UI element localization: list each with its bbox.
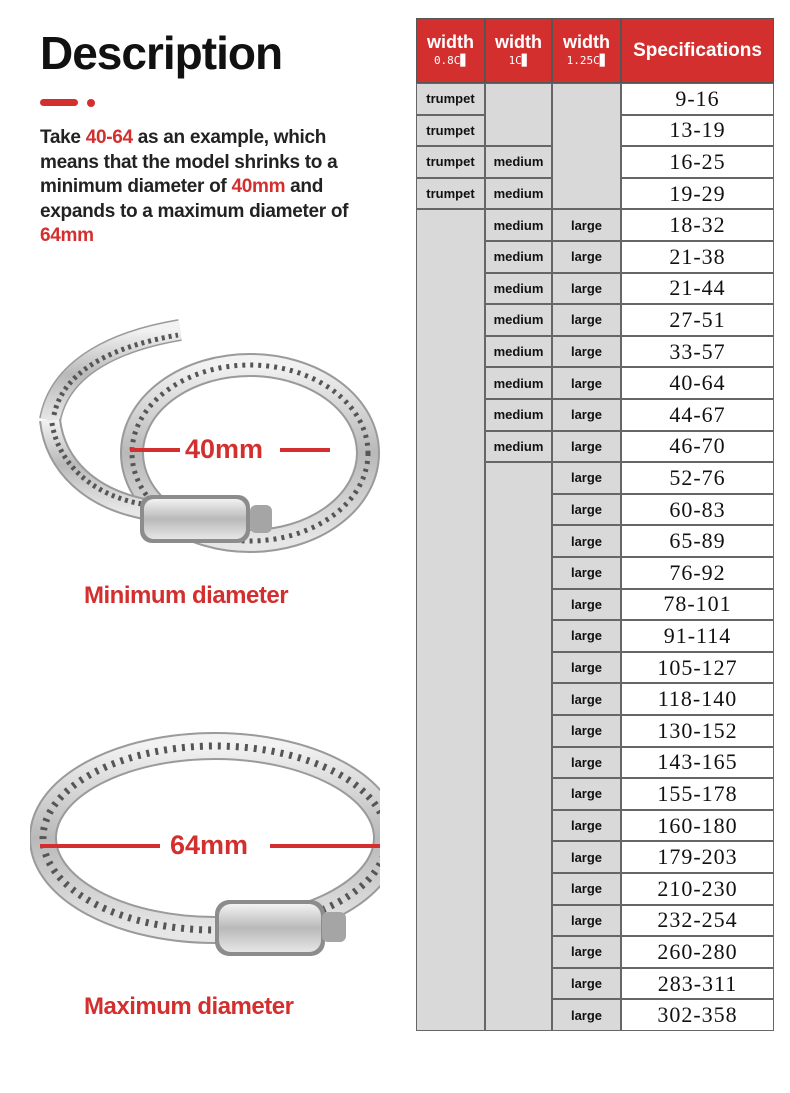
table-cell-specification: 91-114	[621, 620, 774, 652]
table-cell-specification: 65-89	[621, 525, 774, 557]
table-cell-size-type: large	[552, 905, 621, 937]
table-cell-size-type: medium	[485, 273, 552, 305]
table-cell-specification: 21-38	[621, 241, 774, 273]
table-cell-size-type: large	[552, 525, 621, 557]
empty-merged-cell	[552, 83, 621, 209]
table-cell-size-type: large	[552, 589, 621, 621]
table-cell-size-type: trumpet	[416, 146, 485, 178]
header-unit: 1.25C▊	[566, 53, 607, 67]
table-body	[416, 83, 774, 1031]
table-cell-specification: 40-64	[621, 367, 774, 399]
table-cell-size-type: large	[552, 336, 621, 368]
table-cell-specification: 18-32	[621, 209, 774, 241]
desc-part: Take	[40, 127, 86, 148]
table-cell-specification: 179-203	[621, 841, 774, 873]
table-cell-size-type: medium	[485, 304, 552, 336]
table-cell-size-type: large	[552, 652, 621, 684]
header-word: width	[495, 31, 542, 52]
clamp-max-illustration	[30, 720, 380, 980]
table-cell-size-type: large	[552, 778, 621, 810]
table-header	[416, 18, 774, 83]
table-cell-size-type: medium	[485, 146, 552, 178]
table-cell-size-type: trumpet	[416, 115, 485, 147]
table-cell-size-type: large	[552, 873, 621, 905]
table-cell-specification: 232-254	[621, 905, 774, 937]
desc-part: as an example, which means that the model shrinks to a minimum diameter of	[40, 127, 338, 197]
table-cell-specification: 44-67	[621, 399, 774, 431]
header-width-1	[485, 18, 552, 83]
table-cell-size-type: trumpet	[416, 83, 485, 115]
table-cell-size-type: trumpet	[416, 178, 485, 210]
table-cell-specification: 155-178	[621, 778, 774, 810]
table-cell-size-type: large	[552, 841, 621, 873]
table-cell-specification: 19-29	[621, 178, 774, 210]
table-cell-size-type: large	[552, 462, 621, 494]
table-cell-specification: 160-180	[621, 810, 774, 842]
table-cell-size-type: medium	[485, 399, 552, 431]
table-cell-specification: 60-83	[621, 494, 774, 526]
table-cell-specification: 130-152	[621, 715, 774, 747]
table-cell-specification: 16-25	[621, 146, 774, 178]
header-unit: 0.8C▊	[433, 53, 468, 67]
clamp-min-illustration	[30, 305, 380, 565]
table-cell-size-type: large	[552, 431, 621, 463]
table-cell-specification: 302-358	[621, 999, 774, 1031]
description-text	[40, 126, 380, 249]
table-cell-specification: 210-230	[621, 873, 774, 905]
table-cell-size-type: large	[552, 209, 621, 241]
table-cell-size-type: large	[552, 936, 621, 968]
desc-part-highlight: 40mm	[231, 176, 286, 197]
table-cell-size-type: medium	[485, 431, 552, 463]
table-cell-size-type: large	[552, 683, 621, 715]
table-cell-size-type: large	[552, 399, 621, 431]
table-cell-specification: 33-57	[621, 336, 774, 368]
table-cell-size-type: large	[552, 241, 621, 273]
table-cell-size-type: large	[552, 273, 621, 305]
table-cell-size-type: large	[552, 367, 621, 399]
table-cell-size-type: medium	[485, 209, 552, 241]
table-cell-size-type: large	[552, 557, 621, 589]
header-unit: 1C▊	[508, 53, 529, 67]
table-cell-specification: 143-165	[621, 747, 774, 779]
header-specifications	[621, 18, 774, 83]
measure-label-max: 64mm	[170, 830, 249, 860]
table-cell-size-type: large	[552, 715, 621, 747]
table-cell-specification: 46-70	[621, 431, 774, 463]
underline-dot	[87, 99, 95, 107]
header-spec-label: Specifications	[633, 39, 762, 61]
specifications-table	[416, 18, 774, 1031]
header-width-1-25	[552, 18, 621, 83]
table-cell-size-type: medium	[485, 241, 552, 273]
header-width-0-8	[416, 18, 485, 83]
table-cell-size-type: large	[552, 810, 621, 842]
header-word: width	[563, 31, 610, 52]
empty-merged-cell	[485, 462, 552, 1031]
empty-merged-cell	[416, 209, 485, 1031]
table-cell-size-type: large	[552, 620, 621, 652]
table-cell-size-type: large	[552, 747, 621, 779]
table-cell-size-type: medium	[485, 367, 552, 399]
table-cell-size-type: large	[552, 999, 621, 1031]
title-underline-decoration	[40, 99, 110, 107]
table-cell-specification: 27-51	[621, 304, 774, 336]
page-title: Description	[40, 27, 283, 79]
table-cell-specification: 118-140	[621, 683, 774, 715]
table-cell-size-type: large	[552, 968, 621, 1000]
desc-part-highlight: 64mm	[40, 225, 94, 246]
min-diameter-caption: Minimum diameter	[84, 582, 289, 609]
table-cell-size-type: medium	[485, 336, 552, 368]
table-cell-size-type: large	[552, 494, 621, 526]
table-cell-specification: 21-44	[621, 273, 774, 305]
table-cell-specification: 260-280	[621, 936, 774, 968]
header-word: width	[427, 31, 474, 52]
desc-part: and expands to a maximum diameter of	[40, 176, 349, 222]
table-cell-size-type: large	[552, 304, 621, 336]
table-cell-size-type: medium	[485, 178, 552, 210]
empty-merged-cell	[485, 83, 552, 146]
table-cell-specification: 76-92	[621, 557, 774, 589]
max-diameter-caption: Maximum diameter	[84, 993, 294, 1020]
table-cell-specification: 78-101	[621, 589, 774, 621]
table-cell-specification: 13-19	[621, 115, 774, 147]
table-cell-specification: 52-76	[621, 462, 774, 494]
table-cell-specification: 105-127	[621, 652, 774, 684]
measure-label-min: 40mm	[185, 434, 264, 464]
desc-part-highlight: 40-64	[85, 127, 133, 148]
underline-bar	[40, 99, 78, 106]
table-cell-specification: 283-311	[621, 968, 774, 1000]
table-cell-specification: 9-16	[621, 83, 774, 115]
